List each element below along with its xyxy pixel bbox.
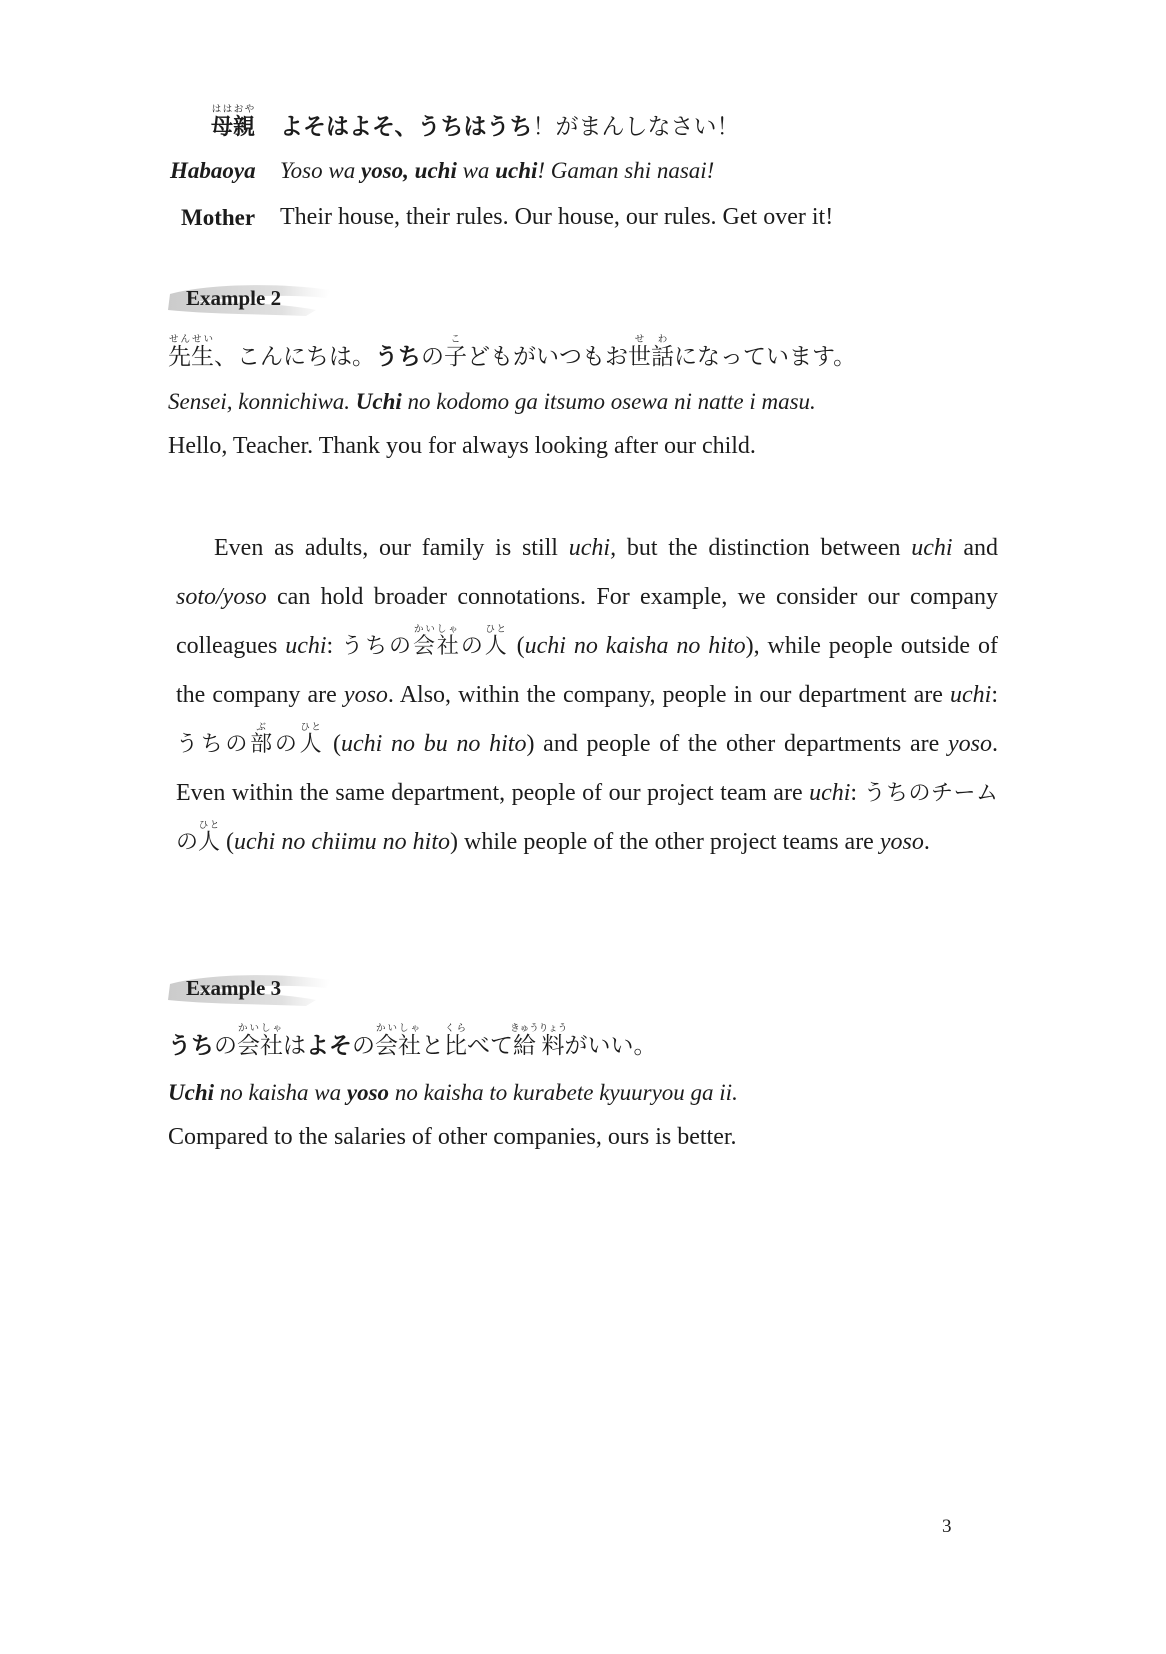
example-3-en: Compared to the salaries of other companies, ours is better. [168,1124,737,1150]
speaker-jp: 母親ははおや [211,104,256,140]
speaker-romaji: Habaoya [170,158,256,183]
example-2-en: Hello, Teacher. Thank you for always looking after our child. [168,433,756,459]
example-2-jp: 先生せんせい、こんにちは。うちの子こどもがいつもお世せ話わになっています。 [168,334,857,370]
example-2-label [166,276,336,322]
dialogue-line-romaji: Yoso wa yoso, uchi wa uchi! Gaman shi nasai! [280,158,715,183]
dialogue-line-jp: よそはよそ、うちはうち！がまんしなさい！ [280,113,740,140]
example-3-jp: うちの会社かいしゃはよその会社かいしゃと比くらべて給料きゅうりょうがいい。 [168,1023,657,1059]
example-3-label [166,966,336,1012]
example-3-title: Example 3 [186,976,282,1000]
example-3-romaji: Uchi no kaisha wa yoso no kaisha to kurabete kyuuryou ga ii. [168,1080,738,1105]
example-2-title: Example 2 [186,286,282,310]
speaker-en: Mother [181,205,256,230]
example-2-romaji: Sensei, konnichiwa. Uchi no kodomo ga itsumo osewa ni natte i masu. [168,389,816,414]
page-number: 3 [942,1516,952,1537]
dialogue-line-en: Their house, their rules. Our house, our rules. Get over it! [280,204,834,230]
explanation-paragraph: Even as adults, our family is still uchi, but the distinction between uchi and soto/yoso can hold broader connotations. For example, we consider our company colleagues uchi: うちの会社かいしゃの人ひと (uchi no kaisha no hito), while people outside of the company are yoso. Also, within the company, people in our department are uchi: うちの部ぶの人ひと (uchi no bu no hito) and people of the other departments are yoso. Even within the same department, people of our project team are uchi: うちのチームの人ひと (uchi no chiimu no hito) while people of the other project teams are yoso. [176,535,999,855]
